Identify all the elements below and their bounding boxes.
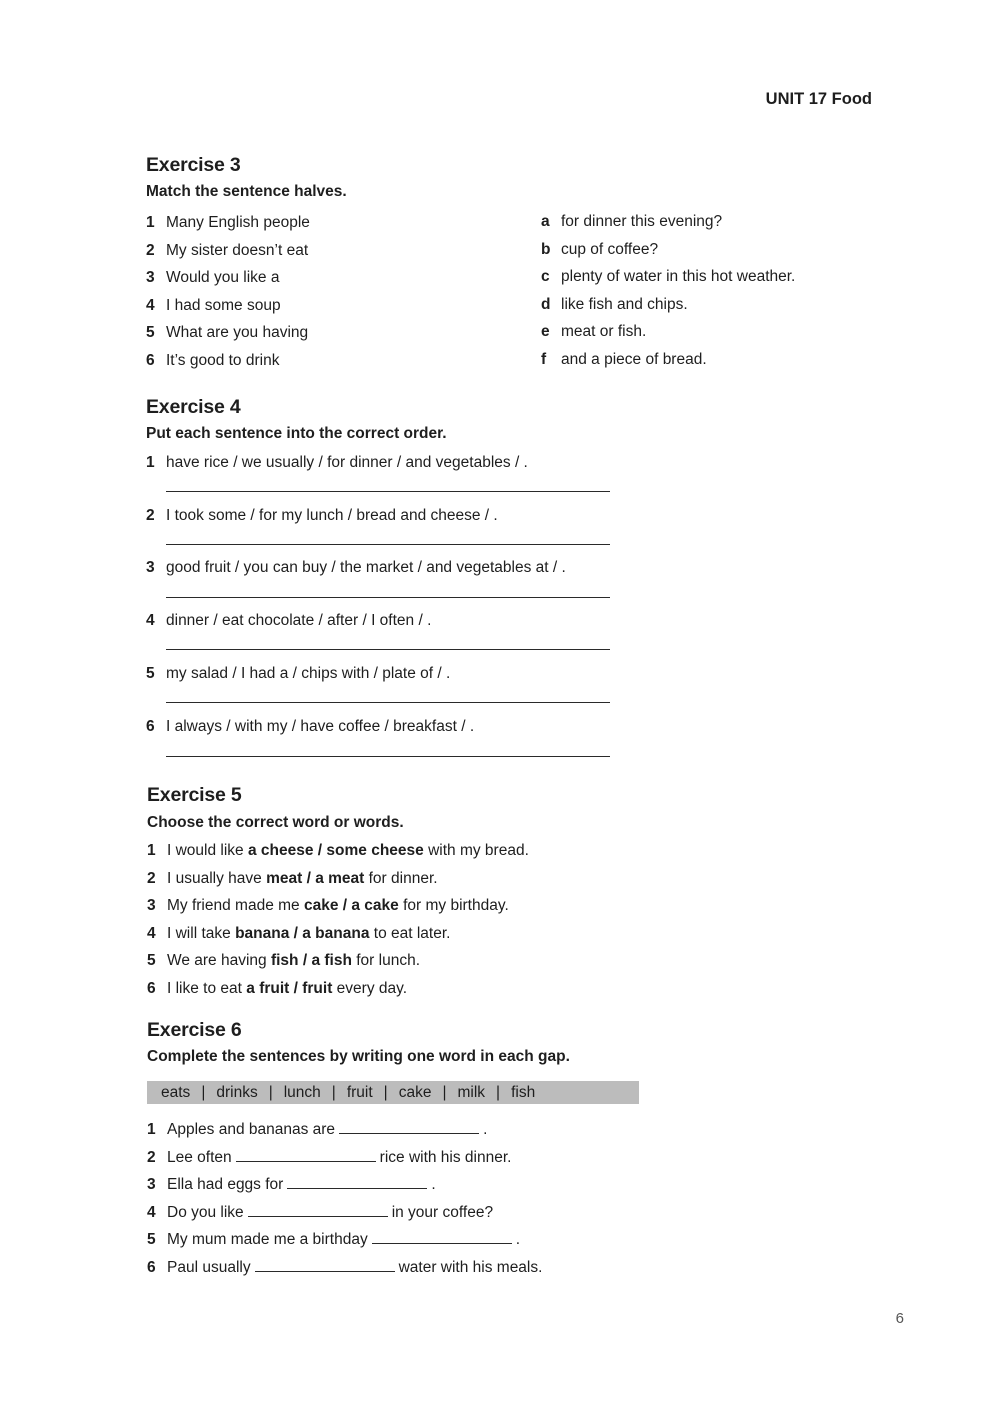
- item-text-after: every day.: [332, 979, 408, 997]
- item-letter: e: [541, 323, 550, 341]
- item-text-before: Paul usually: [167, 1258, 251, 1276]
- item-number: 5: [147, 952, 156, 970]
- list-item: [146, 716, 474, 738]
- item-text: It’s good to drink: [166, 351, 280, 369]
- exercise-6-list: [147, 1119, 542, 1285]
- list-item: [541, 294, 795, 322]
- item-text-after: with my bread.: [423, 842, 529, 859]
- item-text: Would you like a: [166, 269, 280, 287]
- list-item: [146, 212, 310, 240]
- item-text-before: Ella had eggs for: [167, 1176, 284, 1194]
- word-separator: |: [201, 1083, 206, 1101]
- item-number: 6: [146, 718, 155, 735]
- item-number: 6: [147, 979, 156, 997]
- word-bank-item: lunch: [283, 1083, 321, 1101]
- item-text-after: to eat later.: [369, 924, 451, 942]
- item-text: have rice / we usually / for dinner / and vegetables / .: [166, 454, 528, 471]
- list-item: [147, 1229, 542, 1257]
- list-item: [146, 557, 566, 579]
- item-text: cup of coffee?: [561, 240, 659, 258]
- item-text: and a piece of bread.: [561, 350, 707, 368]
- answer-line[interactable]: [166, 597, 610, 598]
- item-text-after: .: [431, 1176, 436, 1194]
- item-letter: c: [541, 268, 550, 286]
- exercise-3-right-list: [541, 211, 795, 377]
- item-text: I took some / for my lunch / bread and cheese / .: [166, 507, 498, 524]
- item-text-before: Apples and bananas are: [167, 1121, 336, 1138]
- exercise-6-title: Exercise 6: [147, 1019, 242, 1041]
- item-text: like fish and chips.: [561, 295, 688, 313]
- exercise-3-instruction: Match the sentence halves.: [146, 183, 347, 200]
- item-text-before: I like to eat: [167, 979, 247, 997]
- word-bank-item: fish: [511, 1083, 536, 1101]
- list-item: [146, 505, 498, 527]
- item-number: 6: [147, 1258, 156, 1276]
- list-item: [146, 240, 310, 268]
- exercise-5-instruction: Choose the correct word or words.: [147, 814, 404, 831]
- item-text-after: .: [515, 1231, 521, 1249]
- choice-options[interactable]: meat / a meat: [266, 869, 365, 887]
- item-text: Many English people: [166, 214, 310, 231]
- item-text-after: water with his meals.: [398, 1258, 543, 1276]
- item-number: 1: [147, 1121, 156, 1138]
- item-text: plenty of water in this hot weather.: [561, 268, 796, 286]
- item-number: 3: [146, 559, 155, 576]
- item-number: 2: [146, 507, 155, 524]
- item-number: 4: [147, 924, 156, 942]
- item-text-before: Do you like: [167, 1203, 244, 1221]
- list-item: [147, 1174, 542, 1202]
- list-item: [147, 1257, 542, 1285]
- list-item: [146, 322, 310, 350]
- word-separator: |: [383, 1083, 388, 1101]
- item-number: 2: [146, 241, 155, 259]
- item-number: 3: [147, 897, 156, 915]
- word-bank-item: eats: [161, 1083, 191, 1101]
- list-item: [147, 840, 529, 868]
- word-bank-item: milk: [457, 1083, 486, 1101]
- list-item: [146, 350, 310, 378]
- item-text: for dinner this evening?: [561, 213, 723, 230]
- list-item: [541, 239, 795, 267]
- item-text-after: rice with his dinner.: [379, 1148, 512, 1166]
- item-number: 3: [146, 269, 155, 287]
- item-number: 5: [146, 324, 155, 342]
- item-number: 1: [146, 454, 155, 471]
- item-text-after: .: [483, 1121, 488, 1138]
- list-item: [147, 950, 529, 978]
- exercise-5-title: Exercise 5: [147, 784, 242, 806]
- word-separator: |: [331, 1083, 336, 1101]
- word-bank-item: fruit: [346, 1083, 373, 1101]
- list-item: [146, 267, 310, 295]
- item-text: I always / with my / have coffee / breakfast / .: [166, 718, 475, 735]
- page-number: 6: [895, 1310, 904, 1327]
- choice-options[interactable]: a cheese / some cheese: [247, 842, 424, 859]
- exercise-3-left-list: [146, 212, 310, 378]
- list-item: [147, 868, 529, 896]
- item-text: I had some soup: [166, 296, 281, 314]
- gap-blank[interactable]: [339, 1119, 479, 1134]
- item-number: 4: [146, 612, 155, 629]
- exercise-6-instruction: Complete the sentences by writing one word in each gap.: [147, 1048, 570, 1065]
- list-item: [146, 610, 431, 632]
- item-letter: f: [541, 350, 547, 368]
- item-number: 5: [147, 1231, 156, 1249]
- choice-options[interactable]: banana / a banana: [235, 924, 370, 942]
- gap-blank[interactable]: [287, 1174, 427, 1189]
- item-number: 4: [147, 1203, 156, 1221]
- item-number: 2: [147, 1148, 156, 1166]
- item-text-after: in your coffee?: [391, 1203, 494, 1221]
- gap-blank[interactable]: [255, 1257, 395, 1272]
- list-item: [147, 978, 529, 1006]
- word-separator: |: [442, 1083, 447, 1101]
- item-text-before: I usually have: [167, 869, 267, 887]
- item-text-after: for lunch.: [351, 952, 420, 970]
- list-item: [147, 923, 529, 951]
- list-item: [147, 1119, 542, 1147]
- item-text-after: for my birthday.: [398, 897, 509, 915]
- answer-line[interactable]: [166, 702, 610, 703]
- unit-header: UNIT 17 Food: [765, 90, 872, 108]
- item-number: 3: [147, 1176, 156, 1194]
- item-text: What are you having: [166, 324, 309, 342]
- item-number: 1: [147, 842, 156, 859]
- item-letter: b: [541, 240, 551, 258]
- item-text: meat or fish.: [561, 323, 647, 341]
- gap-blank[interactable]: [248, 1202, 388, 1217]
- word-bank-item: drinks: [216, 1083, 258, 1101]
- item-text: My sister doesn’t eat: [166, 241, 309, 259]
- choice-options[interactable]: cake / a cake: [303, 897, 399, 915]
- choice-options[interactable]: fish / a fish: [270, 952, 352, 970]
- item-text: my salad / I had a / chips with / plate of / .: [166, 665, 451, 682]
- word-separator: |: [496, 1083, 501, 1101]
- list-item: [541, 349, 795, 377]
- item-number: 4: [146, 296, 155, 314]
- item-letter: d: [541, 295, 551, 313]
- item-text-after: for dinner.: [364, 869, 438, 887]
- list-item: [147, 1147, 542, 1175]
- gap-blank[interactable]: [236, 1147, 376, 1162]
- gap-blank[interactable]: [372, 1229, 512, 1244]
- exercise-5-list: [147, 840, 529, 1006]
- answer-line[interactable]: [166, 491, 610, 492]
- list-item: [146, 295, 310, 323]
- list-item: [541, 321, 795, 349]
- choice-options[interactable]: a fruit / fruit: [246, 979, 333, 997]
- list-item: [146, 452, 528, 474]
- list-item: [146, 663, 450, 685]
- answer-line[interactable]: [166, 756, 610, 757]
- item-text: good fruit / you can buy / the market / and vegetables at / .: [166, 559, 566, 576]
- word-bank: [147, 1081, 639, 1104]
- item-text-before: We are having: [167, 952, 271, 970]
- item-text-before: I would like: [167, 842, 248, 859]
- word-separator: |: [268, 1083, 273, 1101]
- item-number: 2: [147, 869, 156, 887]
- list-item: [147, 895, 529, 923]
- list-item: [541, 266, 795, 294]
- item-number: 6: [146, 351, 155, 369]
- item-text-before: My friend made me: [167, 897, 304, 915]
- item-text-before: My mum made me a birthday: [167, 1231, 368, 1249]
- list-item: [541, 211, 795, 239]
- exercise-4-title: Exercise 4: [146, 396, 241, 418]
- item-text-before: Lee often: [167, 1148, 232, 1166]
- answer-line[interactable]: [166, 544, 610, 545]
- answer-line[interactable]: [166, 649, 610, 650]
- item-letter: a: [541, 213, 550, 230]
- list-item: [147, 1202, 542, 1230]
- exercise-4-instruction: Put each sentence into the correct order.: [146, 425, 447, 442]
- item-text-before: I will take: [167, 924, 236, 942]
- item-number: 1: [146, 214, 155, 231]
- exercise-3-title: Exercise 3: [146, 154, 241, 176]
- item-number: 5: [146, 665, 155, 682]
- word-bank-item: cake: [398, 1083, 432, 1101]
- item-text: dinner / eat chocolate / after / I often / .: [166, 612, 432, 629]
